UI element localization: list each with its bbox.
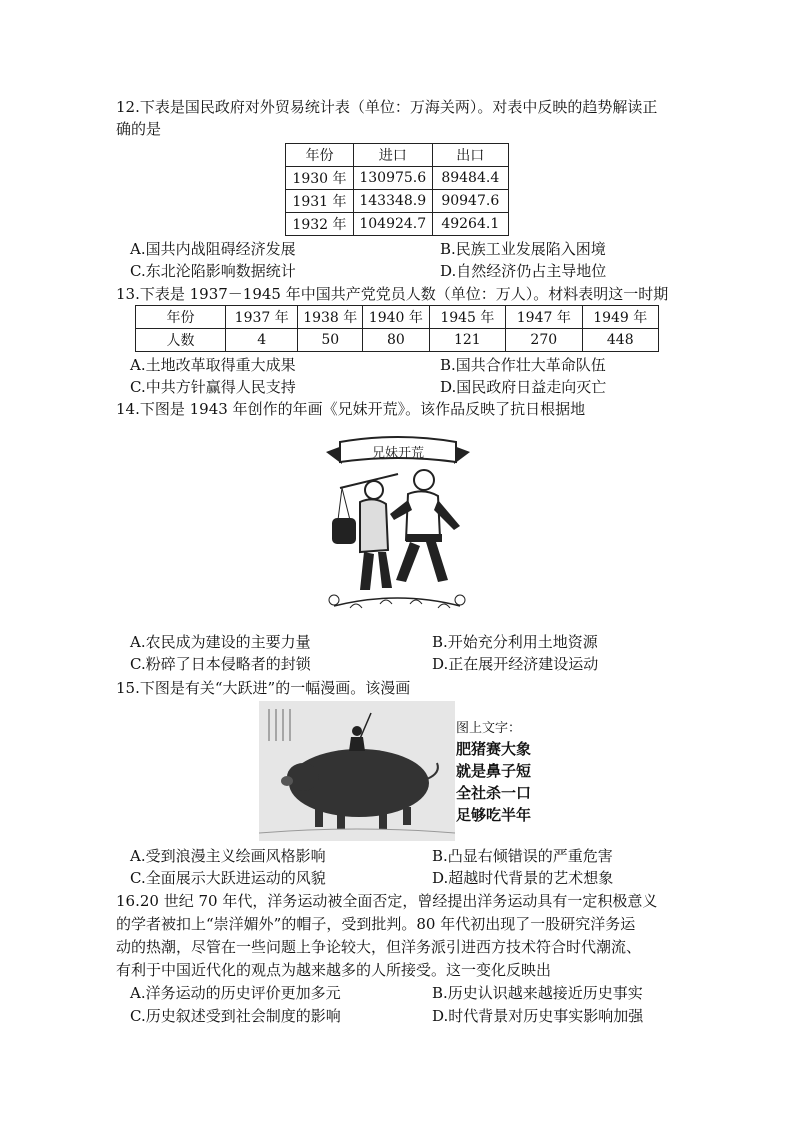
cartoon-caption-line: 肥猪赛大象 xyxy=(456,740,532,758)
table-header-cell: 1949 年 xyxy=(582,306,658,329)
table-header-cell: 1947 年 xyxy=(506,306,582,329)
q14-option-c[interactable]: C.粉碎了日本侵略者的封锁 xyxy=(130,655,311,673)
q16-stem-line: 16.20 世纪 70 年代，洋务运动被全面否定，曾经提出洋务运动具有一定积极意义 xyxy=(116,892,658,910)
q14-option-d[interactable]: D.正在展开经济建设运动 xyxy=(432,655,599,673)
q15-option-d[interactable]: D.超越时代背景的艺术想象 xyxy=(432,869,614,887)
table-row xyxy=(286,213,509,236)
table-cell: 270 xyxy=(506,329,582,352)
table-cell: 121 xyxy=(429,329,505,352)
cartoon-caption-title: 图上文字： xyxy=(456,721,522,736)
table-cell: 1932 年 xyxy=(286,213,354,236)
q13-stem: 13.下表是 1937－1945 年中国共产党党员人数（单位：万人）。材料表明这一时期 xyxy=(116,285,669,303)
q16-stem-line: 有利于中国近代化的观点为越来越多的人所接受。这一变化反映出 xyxy=(116,961,552,979)
table-cell: 49264.1 xyxy=(432,213,508,236)
table-cell: 104924.7 xyxy=(353,213,432,236)
cartoon-caption-line: 就是鼻子短 xyxy=(456,762,532,780)
q12-option-d[interactable]: D.自然经济仍占主导地位 xyxy=(440,262,607,280)
table-cell: 人数 xyxy=(136,329,226,352)
q14-stem: 14.下图是 1943 年创作的年画《兄妹开荒》。该作品反映了抗日根据地 xyxy=(116,400,586,418)
banner-text: 兄妹开荒 xyxy=(371,446,425,461)
table-cell: 448 xyxy=(582,329,658,352)
cartoon-caption-line: 全社杀一口 xyxy=(456,784,532,802)
table-cell: 4 xyxy=(225,329,298,352)
q13-option-c[interactable]: C.中共方针赢得人民支持 xyxy=(130,378,296,396)
q16-option-a[interactable]: A.洋务运动的历史评价更加多元 xyxy=(130,984,341,1002)
table-header-cell: 1945 年 xyxy=(429,306,505,329)
table-row xyxy=(136,329,659,352)
table-row xyxy=(286,190,509,213)
q12-stem-line2: 确的是 xyxy=(116,120,162,138)
table-header-cell: 出口 xyxy=(432,144,508,167)
new-year-painting-image xyxy=(320,430,476,620)
table-header-cell: 年份 xyxy=(286,144,354,167)
table-header-cell: 年份 xyxy=(136,306,226,329)
table-header-cell: 1940 年 xyxy=(363,306,430,329)
great-leap-cartoon-image xyxy=(259,701,455,841)
q14-option-a[interactable]: A.农民成为建设的主要力量 xyxy=(130,633,311,651)
table-header-cell: 1937 年 xyxy=(225,306,298,329)
q12-option-a[interactable]: A.国共内战阻碍经济发展 xyxy=(130,240,296,258)
q16-option-b[interactable]: B.历史认识越来越接近历史事实 xyxy=(432,984,643,1002)
q13-option-b[interactable]: B.国共合作壮大革命队伍 xyxy=(440,356,606,374)
table-header-row xyxy=(136,306,659,329)
q12-option-b[interactable]: B.民族工业发展陷入困境 xyxy=(440,240,606,258)
q12-stem-line1: 12.下表是国民政府对外贸易统计表（单位：万海关两）。对表中反映的趋势解读正 xyxy=(116,98,658,116)
table-cell: 50 xyxy=(298,329,363,352)
table-cell: 1931 年 xyxy=(286,190,354,213)
q14-option-b[interactable]: B.开始充分利用土地资源 xyxy=(432,633,598,651)
cartoon-caption-line: 足够吃半年 xyxy=(456,806,532,824)
table-header-cell: 进口 xyxy=(353,144,432,167)
table-row xyxy=(286,167,509,190)
q13-option-d[interactable]: D.国民政府日益走向灭亡 xyxy=(440,378,607,396)
q16-option-c[interactable]: C.历史叙述受到社会制度的影响 xyxy=(130,1007,341,1025)
q13-member-table xyxy=(135,305,659,352)
table-cell: 90947.6 xyxy=(432,190,508,213)
q12-option-c[interactable]: C.东北沦陷影响数据统计 xyxy=(130,262,296,280)
q16-stem-line: 的学者被扣上“崇洋媚外”的帽子，受到批判。80 年代初出现了一股研究洋务运 xyxy=(116,915,636,933)
table-cell: 130975.6 xyxy=(353,167,432,190)
q15-option-b[interactable]: B.凸显右倾错误的严重危害 xyxy=(432,847,613,865)
q15-option-a[interactable]: A.受到浪漫主义绘画风格影响 xyxy=(130,847,326,865)
table-header-row xyxy=(286,144,509,167)
table-header-cell: 1938 年 xyxy=(298,306,363,329)
q16-stem-line: 动的热潮，尽管在一些问题上争论较大，但洋务派引进西方技术符合时代潮流、 xyxy=(116,938,642,956)
q12-trade-table xyxy=(285,143,509,236)
table-cell: 80 xyxy=(363,329,430,352)
table-cell: 89484.4 xyxy=(432,167,508,190)
table-cell: 1930 年 xyxy=(286,167,354,190)
table-cell: 143348.9 xyxy=(353,190,432,213)
q15-stem: 15.下图是有关“大跃进”的一幅漫画。该漫画 xyxy=(116,679,411,697)
q13-option-a[interactable]: A.土地改革取得重大成果 xyxy=(130,356,296,374)
q15-option-c[interactable]: C.全面展示大跃进运动的风貌 xyxy=(130,869,326,887)
q16-option-d[interactable]: D.时代背景对历史事实影响加强 xyxy=(432,1007,644,1025)
